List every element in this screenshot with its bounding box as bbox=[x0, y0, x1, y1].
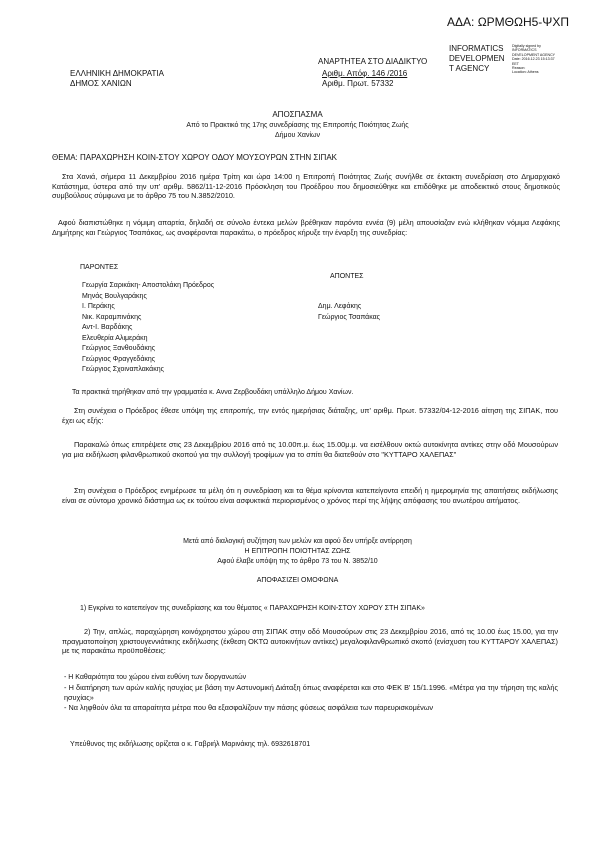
signature-detail-line: Digitally signed by bbox=[512, 44, 541, 48]
signature-detail-line: INFORMATICS bbox=[512, 48, 537, 53]
signature-org-line: T AGENCY bbox=[449, 64, 490, 73]
legal-basis: Αφού έλαβε υπόψη της το άρθρο 73 του Ν. 3852/10 bbox=[217, 558, 378, 565]
intro-paragraph: Στα Χανιά, σήμερα 11 Δεκεμβρίου 2016 ημέρα Τρίτη και ώρα 14:00 η Επιτροπή Ποιότητας Ζωής συνήλθε σε έκτακτη συνεδρίαση στο Δημαρχιακό Κατάστημα, ύστερα από την υπ' αριθμ. 5862/11-12-2016 Πρόσκληση του Προέδρου που δημοσιεύθηκε και επιδόθηκε με αποδεικτικό στους δημοτικούς συμβούλους σύμφωνα με το άρθρο 75 του Ν.3852/2010. bbox=[52, 172, 560, 201]
present-member: Νικ. Καραμπινάκης bbox=[82, 313, 142, 321]
digital-signature-details bbox=[512, 44, 555, 75]
present-member: Μηνάς Βουλγαράκης bbox=[82, 292, 147, 300]
decision-item-1: 1) Εγκρίνει το κατεπείγον της συνεδρίασης και του θέματος « ΠΑΡΑΧΩΡΗΣΗ ΚΟΙΝ-ΣΤΟΥ ΧΩΡΟΥ ΣΤΗ ΣΙΠΑΚ» bbox=[80, 605, 425, 612]
protocol-number: Αριθμ. Πρωτ. 57332 bbox=[322, 79, 394, 88]
posting-label: ΑΝΑΡΤΗΤΕΑ ΣΤΟ ΔΙΑΔΙΚΤΥΟ bbox=[318, 57, 428, 66]
absent-member: Γεώργιος Τσαπάκας bbox=[318, 313, 381, 321]
decision-number: Αριθμ. Απόφ. 146 /2016 bbox=[322, 69, 408, 78]
present-heading: ΠΑΡΟΝΤΕΣ bbox=[80, 264, 119, 271]
president-paragraph: Στη συνέχεια ο Πρόεδρος έθεσε υπόψη της επιτροπής, την εντός ημερήσιας διάταξης, υπ' αριθμ. Πρωτ. 57332/04-12-2016 αίτηση της ΣΙΠΑΚ, που έχει ως εξής: bbox=[62, 406, 558, 425]
signature-detail-line: DEVELOPMENT AGENCY bbox=[512, 52, 556, 57]
absent-members-list bbox=[318, 302, 380, 323]
signature-detail-line: Reason: bbox=[512, 66, 526, 71]
ada-code: ΑΔΑ: ΩΡΜΘΩΗ5-ΨΧΠ bbox=[447, 15, 569, 29]
secretary-line: Τα πρακτικά τηρήθηκαν από την γραμματέα κ. Αννα Ζερβουδάκη υπάλληλο Δήμου Χανίων. bbox=[72, 389, 354, 396]
present-member: Γεωργία Σαρικάκη- Αποστολάκη Πρόεδρος bbox=[82, 282, 215, 289]
absent-heading: ΑΠΟΝΤΕΣ bbox=[330, 273, 364, 280]
quorum-paragraph: Αφού διαπιστώθηκε η νόμιμη απαρτία, δηλαδή σε σύνολο έντεκα μελών βρέθηκαν παρόντα εννέα (9) μέλη απουσίαζαν ενώ κλήθηκαν νόμιμα Λεφάκης Δημήτρης και Γεώργιος Τσαπάκας, ως αναφέρονται παρακάτω, ο πρόεδρος κήρυξε την έναρξη της συνεδρίας: bbox=[52, 218, 560, 237]
condition-quiet-hours: - Η διατήρηση των αρών καλής ησυχίας με βάση την Αστυνομική Διάταξη όπως αναφέρεται και στο ΦΕΚ Β' 15/1.1996. «Μέτρα για την τήρηση της καλής ησυχίας» bbox=[64, 683, 558, 702]
document-subtitle: Από το Πρακτικό της 17ης συνεδρίασης της Επιτροπής Ποιότητας Ζωής bbox=[186, 122, 409, 129]
signature-detail-line: Date: 2016.12.23 15:13:37 bbox=[512, 57, 555, 62]
signature-org-line: INFORMATICS bbox=[449, 44, 504, 53]
request-paragraph: Παρακαλώ όπως επιτρέψετε στις 23 Δεκεμβρίου 2016 από τις 10.00π.μ. έως 15.00μ.μ. να εισέλθουν οκτώ αυτοκίνητα αντίκες στην οδό Μουσούρων για μια εκδήλωση φιλανθρωπικού σκοπού για την συλλογή τροφίμων για το σπίτι θα διατεθούν στο "ΚΥΤΤΑΡΟ ΧΑΛΕΠΑΣ" bbox=[62, 440, 558, 459]
signature-detail-line: EET bbox=[512, 61, 519, 66]
present-member: Γεώργιος Σχοιναπλακάκης bbox=[82, 366, 164, 373]
committee-name: Η ΕΠΙΤΡΟΠΗ ΠΟΙΟΤΗΤΑΣ ΖΩΗΣ bbox=[244, 548, 351, 555]
document-title: ΑΠΟΣΠΑΣΜΑ bbox=[272, 110, 323, 119]
absent-member: Δημ. Λεφάκης bbox=[318, 303, 362, 310]
signature-org-line: DEVELOPMEN bbox=[449, 54, 505, 63]
document-subtitle-municipality: Δήμου Χανίων bbox=[274, 132, 320, 139]
present-member: Ι. Περάκης bbox=[82, 303, 115, 310]
issuer-republic: ΕΛΛΗΝΙΚΗ ΔΗΜΟΚΡΑΤΙΑ bbox=[70, 69, 164, 78]
present-members-list bbox=[82, 281, 214, 376]
condition-safety: - Να ληφθούν όλα τα απαραίτητα μέτρα που θα εξασφαλίζουν την πάσης φύσεως ασφάλεια των παρευρισκομένων bbox=[64, 703, 434, 712]
decides-unanimously: ΑΠΟΦΑΣΙΖΕΙ ΟΜΟΦΩΝΑ bbox=[256, 577, 339, 584]
decision-intro: Μετά από διαλογική συζήτηση των μελών και αφού δεν υπήρξε αντίρρηση bbox=[183, 538, 412, 545]
urgency-paragraph: Στη συνέχεια ο Πρόεδρος ενημέρωσε τα μέλη ότι η συνεδρίαση και τα θέμα κρίνονται κατεπείγοντα επειδή η ημερομηνία της απαιτήσεις εκδήλωσης είναι σε σύντομο χρονικό διάστημα ως εκ τούτου είναι ασφυκτικά περιορισμένος ο χρόνος περί της λήψης απόφασης του ανωτέρου αιτήματος. bbox=[62, 486, 558, 505]
digital-signature-org bbox=[449, 44, 505, 74]
present-member: Γεώργιος Φραγγεδάκης bbox=[82, 355, 156, 363]
present-member: Γεώργιος Ξανθουδάκης bbox=[82, 345, 156, 352]
subject-line: ΘΕΜΑ: ΠΑΡΑΧΩΡΗΣΗ ΚΟΙΝ-ΣΤΟΥ ΧΩΡΟΥ ΟΔΟΥ ΜΟΥΣΟΥΡΩΝ ΣΤΗΝ ΣΙΠΑΚ bbox=[52, 153, 338, 162]
signature-detail-line: Location: Athens bbox=[512, 70, 539, 75]
decision-item-2: 2) Την, απλώς, παραχώρηση κοινόχρηστου χώρου στη ΣΙΠΑΚ στην οδό Μουσούρων στις 23 Δεκεμβρίου 2016, από τις 10.00 έως 15.00, για την πραγματοποίηση χριστουγεννιάτικης εκδήλωσης (έκθεση ΟΚΤΩ αυτοκινήτων αντίκες) μεγαλοφιλανθρωπικό σκοπό (ενίσχυση του ΚΥΤΤΑΡΟΥ ΧΑΛΕΠΑΣ) με τις παρακάτω προϋποθέσεις: bbox=[62, 627, 558, 656]
condition-cleanliness: - Η Καθαριότητα του χώρου είναι ευθύνη των διοργανωτών bbox=[64, 674, 247, 681]
present-member: Αντ-Ι. Βαρδάκης bbox=[82, 324, 133, 331]
issuer-municipality: ΔΗΜΟΣ ΧΑΝΙΩΝ bbox=[70, 79, 132, 88]
present-member: Ελευθερία Αλιμεράκη bbox=[82, 334, 148, 342]
responsible-person: Υπεύθυνος της εκδήλωσης ορίζεται ο κ. Γαβριήλ Μαρινάκης τηλ. 6932618701 bbox=[70, 741, 311, 748]
